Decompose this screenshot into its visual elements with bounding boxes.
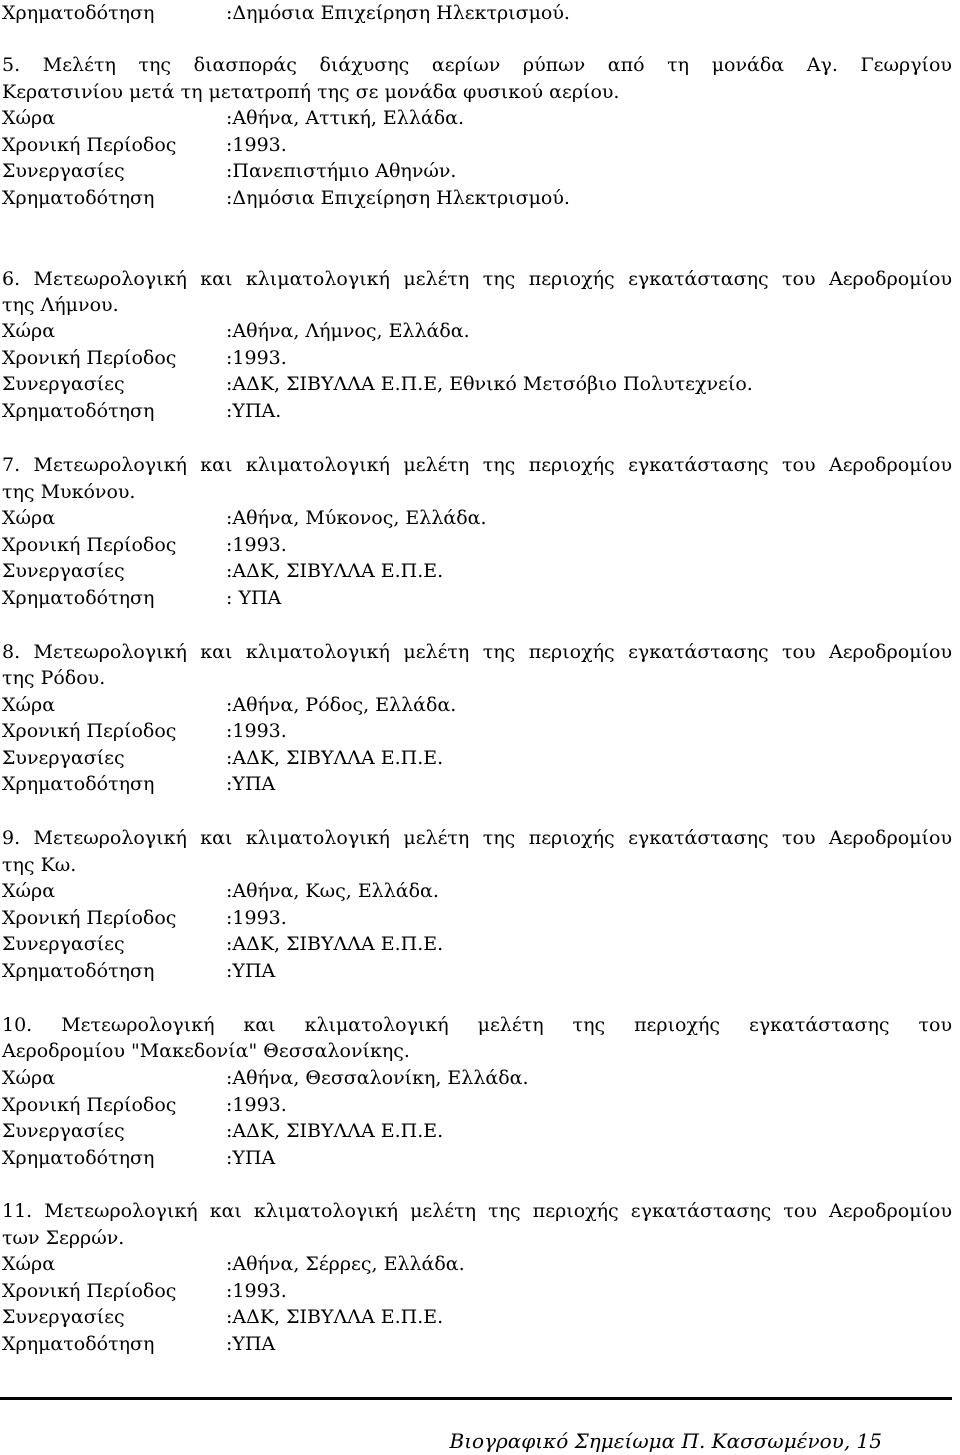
- field-row-collaborations: [2, 558, 443, 585]
- project-title: 5. Μελέτη της διασποράς διάχυσης αερίων ρύπων από τη μονάδα Αγ. Γεωργίου: [2, 54, 952, 76]
- field-value: :1993.: [226, 134, 287, 156]
- field-value: :Πανεπιστήμιο Αθηνών.: [226, 160, 457, 182]
- field-label: Συνεργασίες: [2, 560, 125, 582]
- field-row-period: [2, 1278, 287, 1305]
- project-title: 7. Μετεωρολογική και κλιματολογική μελέτη της περιοχής εγκατάστασης του Αεροδρομίου: [2, 454, 952, 476]
- field-label: Χώρα: [2, 1067, 56, 1089]
- field-label: Χώρα: [2, 107, 56, 129]
- footer-divider: [0, 1397, 952, 1400]
- field-row-period: [2, 1092, 287, 1119]
- field-value: :ΥΠΑ: [226, 960, 276, 982]
- field-label: Συνεργασίες: [2, 1306, 125, 1328]
- project-title: 9. Μετεωρολογική και κλιματολογική μελέτη της περιοχής εγκατάστασης του Αεροδρομίου: [2, 827, 952, 849]
- field-value: :Αθήνα, Σέρρες, Ελλάδα.: [226, 1253, 465, 1275]
- field-row-collaborations: [2, 745, 443, 772]
- field-value: :1993.: [226, 1280, 287, 1302]
- field-label: Χρηματοδότηση: [2, 773, 155, 795]
- field-label: Χρηματοδότηση: [2, 960, 155, 982]
- field-label: Συνεργασίες: [2, 160, 125, 182]
- project-title: 6. Μετεωρολογική και κλιματολογική μελέτη της περιοχής εγκατάστασης του Αεροδρομίου: [2, 268, 952, 290]
- field-row-country: [2, 505, 487, 532]
- field-row-period: [2, 905, 287, 932]
- project-title-continued: της Μυκόνου.: [2, 481, 136, 503]
- field-value: :Αθήνα, Μύκονος, Ελλάδα.: [226, 507, 487, 529]
- field-label: Χώρα: [2, 880, 56, 902]
- project-title-continued: της Κω.: [2, 854, 77, 876]
- field-value: :ΑΔΚ, ΣΙΒΥΛΛΑ Ε.Π.Ε.: [226, 560, 444, 582]
- field-value: :Δημόσια Επιχείρηση Ηλεκτρισμού.: [226, 187, 570, 209]
- field-row-country: [2, 878, 439, 905]
- field-value: :Αθήνα, Λήμνος, Ελλάδα.: [226, 320, 470, 342]
- field-label: Χρηματοδότηση: [2, 587, 155, 609]
- field-label: Χώρα: [2, 507, 56, 529]
- project-title-continued: Κερατσινίου μετά τη μετατροπή της σε μονάδα φυσικού αερίου.: [2, 81, 620, 103]
- field-value: :ΥΠΑ.: [226, 400, 282, 422]
- project-title: 8. Μετεωρολογική και κλιματολογική μελέτη της περιοχής εγκατάστασης του Αεροδρομίου: [2, 641, 952, 663]
- field-label: Χρηματοδότηση: [2, 1333, 155, 1355]
- page-footer: Βιογραφικό Σημείωμα Π. Κασσωμένου, 15: [449, 1429, 882, 1453]
- field-row-period: [2, 132, 287, 159]
- field-row-funding: [2, 771, 275, 798]
- field-label: Χρονική Περίοδος: [2, 534, 177, 556]
- project-title-continued: Αεροδρομίου "Μακεδονία" Θεσσαλονίκης.: [2, 1040, 410, 1062]
- field-value: :Αθήνα, Κως, Ελλάδα.: [226, 880, 439, 902]
- field-value: :ΑΔΚ, ΣΙΒΥΛΛΑ Ε.Π.Ε.: [226, 747, 444, 769]
- field-label: Χώρα: [2, 1253, 56, 1275]
- field-label: Χρηματοδότηση: [2, 400, 155, 422]
- field-row-collaborations: [2, 158, 456, 185]
- field-row-collaborations: [2, 931, 443, 958]
- field-row-period: [2, 718, 287, 745]
- field-value: :Αθήνα, Αττική, Ελλάδα.: [226, 107, 465, 129]
- field-row-country: [2, 105, 464, 132]
- field-value: :ΑΔΚ, ΣΙΒΥΛΛΑ Ε.Π.Ε, Εθνικό Μετσόβιο Πολυτεχνείο.: [226, 373, 753, 395]
- field-label: Συνεργασίες: [2, 1120, 125, 1142]
- field-label: Χρηματοδότηση: [2, 2, 155, 24]
- project-title-continued: της Ρόδου.: [2, 667, 106, 689]
- field-label: Συνεργασίες: [2, 747, 125, 769]
- field-value: :ΑΔΚ, ΣΙΒΥΛΛΑ Ε.Π.Ε.: [226, 1306, 444, 1328]
- field-row-country: [2, 1251, 465, 1278]
- field-label: Συνεργασίες: [2, 373, 125, 395]
- field-value: :Δημόσια Επιχείρηση Ηλεκτρισμού.: [226, 2, 570, 24]
- field-row-country: [2, 318, 470, 345]
- field-label: Χώρα: [2, 694, 56, 716]
- field-row-funding: [2, 1331, 275, 1358]
- field-row-country: [2, 1065, 529, 1092]
- field-row-funding: [2, 585, 281, 612]
- field-row-period: [2, 532, 287, 559]
- field-value: :Αθήνα, Θεσσαλονίκη, Ελλάδα.: [226, 1067, 529, 1089]
- field-row-collaborations: [2, 1118, 443, 1145]
- project-title: 11. Μετεωρολογική και κλιματολογική μελέτη της περιοχής εγκατάστασης του Αεροδρομίου: [2, 1200, 952, 1222]
- field-value: :1993.: [226, 907, 287, 929]
- field-label: Χρονική Περίοδος: [2, 134, 177, 156]
- field-row-collaborations: [2, 371, 753, 398]
- field-value: : ΥΠΑ: [226, 587, 282, 609]
- field-label: Χρονική Περίοδος: [2, 1094, 177, 1116]
- field-value: :1993.: [226, 1094, 287, 1116]
- field-label: Χώρα: [2, 320, 56, 342]
- field-row-funding: [2, 185, 570, 212]
- field-value: :1993.: [226, 720, 287, 742]
- field-row-period: [2, 345, 287, 372]
- field-label: Χρηματοδότηση: [2, 1147, 155, 1169]
- field-value: :ΥΠΑ: [226, 1147, 276, 1169]
- field-row-collaborations: [2, 1304, 443, 1331]
- field-label: Χρονική Περίοδος: [2, 347, 177, 369]
- project-title: 10. Μετεωρολογική και κλιματολογική μελέτη της περιοχής εγκατάστασης του: [2, 1014, 952, 1036]
- field-value: :ΥΠΑ: [226, 1333, 276, 1355]
- field-row-funding: [2, 958, 275, 985]
- top-funding-row: [2, 0, 570, 27]
- field-value: :Αθήνα, Ρόδος, Ελλάδα.: [226, 694, 457, 716]
- field-row-funding: [2, 398, 281, 425]
- field-value: :ΑΔΚ, ΣΙΒΥΛΛΑ Ε.Π.Ε.: [226, 933, 444, 955]
- field-value: :1993.: [226, 347, 287, 369]
- field-value: :ΥΠΑ: [226, 773, 276, 795]
- field-label: Χρονική Περίοδος: [2, 907, 177, 929]
- project-title-continued: της Λήμνου.: [2, 294, 119, 316]
- field-label: Συνεργασίες: [2, 933, 125, 955]
- field-value: :1993.: [226, 534, 287, 556]
- field-row-country: [2, 692, 456, 719]
- field-label: Χρονική Περίοδος: [2, 1280, 177, 1302]
- project-title-continued: των Σερρών.: [2, 1227, 125, 1249]
- field-row-funding: [2, 1145, 275, 1172]
- field-value: :ΑΔΚ, ΣΙΒΥΛΛΑ Ε.Π.Ε.: [226, 1120, 444, 1142]
- field-label: Χρονική Περίοδος: [2, 720, 177, 742]
- field-label: Χρηματοδότηση: [2, 187, 155, 209]
